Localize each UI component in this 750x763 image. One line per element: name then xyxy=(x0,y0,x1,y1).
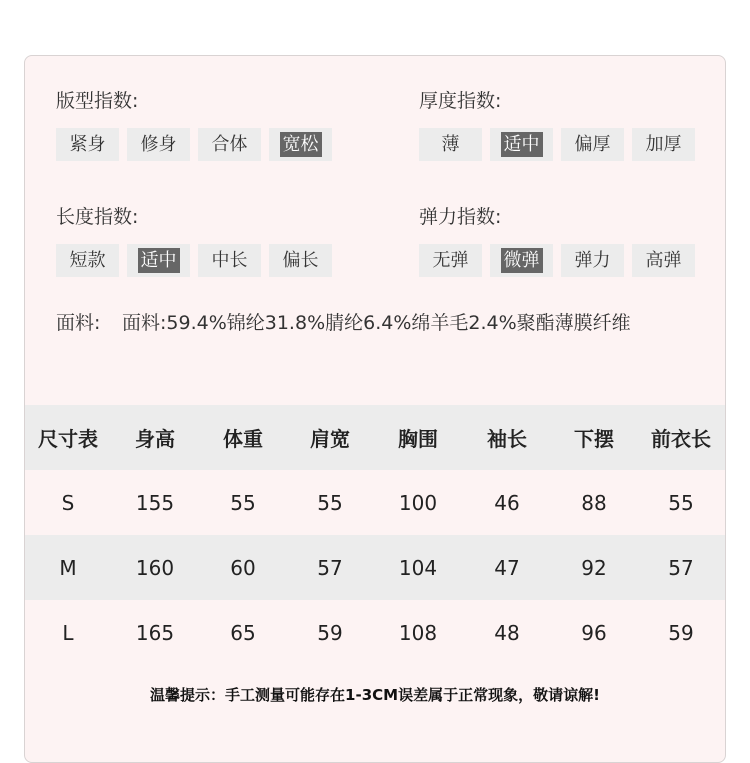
length-index-group xyxy=(56,205,138,229)
size-cell: L xyxy=(62,620,74,645)
header-size: 尺寸表 xyxy=(38,427,98,451)
header-height: 身高 xyxy=(135,427,175,451)
elasticity-option-high: 高弹 xyxy=(632,244,695,277)
table-row xyxy=(25,535,725,600)
measurement-tip: 温馨提示：手工测量可能存在1-3CM误差属于正常现象，敬请谅解! xyxy=(150,686,600,704)
fit-option-regular: 合体 xyxy=(198,128,261,161)
header-shoulder: 肩宽 xyxy=(310,427,350,451)
thickness-option-thick: 偏厚 xyxy=(561,128,624,161)
hem-cell: 92 xyxy=(581,555,607,580)
header-sleeve: 袖长 xyxy=(487,427,527,451)
chest-cell: 104 xyxy=(398,555,438,580)
shoulder-cell: 57 xyxy=(317,555,343,580)
height-cell: 155 xyxy=(135,490,175,515)
size-info-card xyxy=(24,55,726,763)
length-option-short: 短款 xyxy=(56,244,119,277)
thickness-option-extra-thick: 加厚 xyxy=(632,128,695,161)
elasticity-index-title: 弹力指数: xyxy=(419,206,502,228)
hem-cell: 88 xyxy=(581,490,607,515)
front-length-cell: 57 xyxy=(668,555,694,580)
size-cell: M xyxy=(59,555,77,580)
fit-index-title: 版型指数: xyxy=(56,90,139,112)
fit-index-options xyxy=(56,128,340,161)
chest-cell: 108 xyxy=(398,620,438,645)
header-chest: 胸围 xyxy=(398,427,438,451)
thickness-index-group xyxy=(419,89,501,113)
sleeve-cell: 46 xyxy=(494,490,520,515)
front-length-cell: 59 xyxy=(668,620,694,645)
fit-option-loose: 宽松 xyxy=(269,128,332,161)
length-index-options xyxy=(56,244,340,277)
elasticity-option-slight: 微弹 xyxy=(490,244,553,277)
header-front-length: 前衣长 xyxy=(651,427,711,451)
height-cell: 160 xyxy=(135,555,175,580)
elasticity-option-stretch: 弹力 xyxy=(561,244,624,277)
fabric-label: 面料: xyxy=(56,312,101,334)
length-option-long: 偏长 xyxy=(269,244,332,277)
front-length-cell: 55 xyxy=(668,490,694,515)
table-row xyxy=(25,470,725,535)
header-hem: 下摆 xyxy=(574,427,614,451)
hem-cell: 96 xyxy=(581,620,607,645)
sleeve-cell: 48 xyxy=(494,620,520,645)
thickness-index-title: 厚度指数: xyxy=(419,90,502,112)
weight-cell: 55 xyxy=(230,490,256,515)
fit-option-slim: 修身 xyxy=(127,128,190,161)
table-row xyxy=(25,600,725,665)
fit-option-tight: 紧身 xyxy=(56,128,119,161)
thickness-index-options xyxy=(419,128,703,161)
weight-cell: 60 xyxy=(230,555,256,580)
fabric-composition: 面料:59.4%锦纶31.8%腈纶6.4%绵羊毛2.4%聚酯薄膜纤维 xyxy=(122,312,631,334)
size-table-header xyxy=(25,405,725,470)
thickness-option-medium: 适中 xyxy=(490,128,553,161)
size-table xyxy=(25,405,725,665)
shoulder-cell: 59 xyxy=(317,620,343,645)
weight-cell: 65 xyxy=(230,620,256,645)
length-index-title: 长度指数: xyxy=(56,206,139,228)
chest-cell: 100 xyxy=(398,490,438,515)
elasticity-option-none: 无弹 xyxy=(419,244,482,277)
size-cell: S xyxy=(61,490,75,515)
elasticity-index-group xyxy=(419,205,501,229)
height-cell: 165 xyxy=(135,620,175,645)
length-option-medium: 适中 xyxy=(127,244,190,277)
elasticity-index-options xyxy=(419,244,703,277)
fit-index-group xyxy=(56,89,138,113)
sleeve-cell: 47 xyxy=(494,555,520,580)
shoulder-cell: 55 xyxy=(317,490,343,515)
thickness-option-thin: 薄 xyxy=(419,128,482,161)
length-option-mid-long: 中长 xyxy=(198,244,261,277)
header-weight: 体重 xyxy=(223,427,263,451)
